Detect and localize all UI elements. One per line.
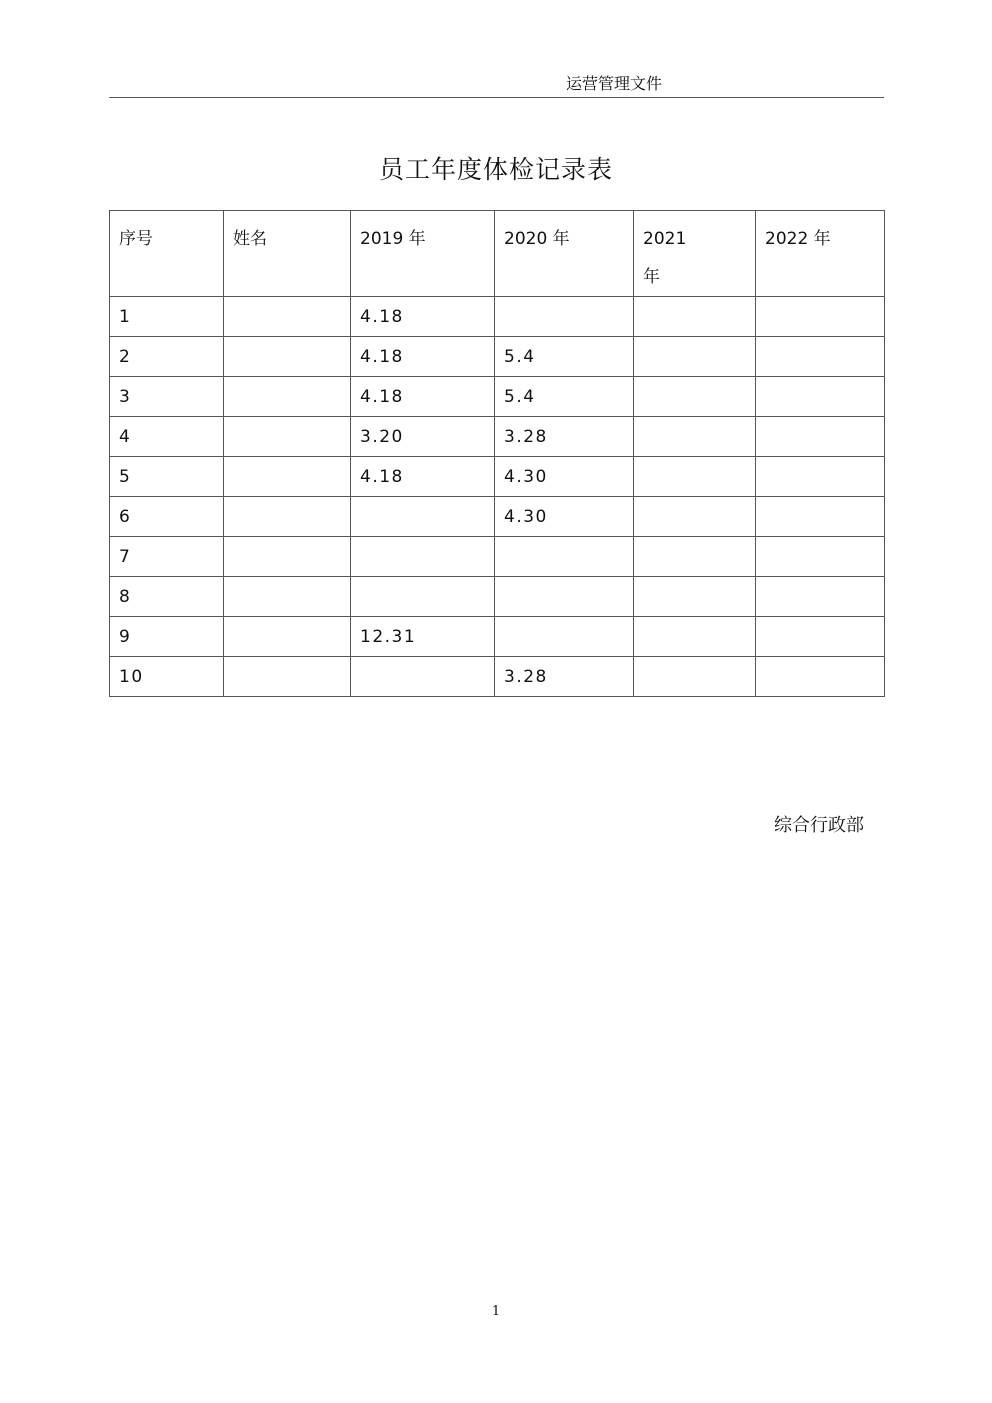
table-cell: [351, 577, 495, 617]
table-cell: 2: [110, 337, 224, 377]
table-row: [110, 457, 885, 497]
table-cell: [756, 297, 885, 337]
table-row: [110, 377, 885, 417]
table-cell: 3.20: [351, 417, 495, 457]
table-row: [110, 577, 885, 617]
table-cell: [756, 617, 885, 657]
table-cell: [224, 617, 351, 657]
table-row: [110, 497, 885, 537]
table-row: [110, 617, 885, 657]
table-cell: [756, 457, 885, 497]
table-cell: [351, 537, 495, 577]
table-cell: 6: [110, 497, 224, 537]
table-cell: [634, 657, 756, 697]
table-cell: [756, 377, 885, 417]
table-cell: [756, 417, 885, 457]
table-cell: [351, 497, 495, 537]
table-cell: [224, 377, 351, 417]
table-cell: 10: [110, 657, 224, 697]
table-cell: [495, 617, 634, 657]
document-header: 运营管理文件: [566, 74, 663, 93]
table-cell: [756, 577, 885, 617]
table-cell: 5: [110, 457, 224, 497]
column-header-serial-number: 序号: [110, 211, 224, 297]
table-cell: 5.4: [495, 377, 634, 417]
document-title: 员工年度体检记录表: [378, 155, 613, 184]
table-cell: 4.18: [351, 457, 495, 497]
table-cell: 3.28: [495, 417, 634, 457]
table-cell: 12.31: [351, 617, 495, 657]
table-cell: [756, 497, 885, 537]
table-header-row: [110, 211, 885, 297]
table-cell: [224, 457, 351, 497]
table-cell: 9: [110, 617, 224, 657]
table-cell: [495, 537, 634, 577]
table-cell: [224, 497, 351, 537]
header-divider: [109, 97, 884, 98]
table-cell: [224, 337, 351, 377]
table-cell: 4.18: [351, 337, 495, 377]
table-cell: 4: [110, 417, 224, 457]
checkup-record-table: [109, 210, 885, 697]
table-cell: [634, 377, 756, 417]
table-row: [110, 297, 885, 337]
table-cell: [756, 337, 885, 377]
table-row: [110, 337, 885, 377]
table-cell: [634, 617, 756, 657]
column-header-2022: 2022 年: [756, 211, 885, 297]
column-header-2021: [634, 211, 756, 297]
table-row: [110, 417, 885, 457]
table-cell: [224, 417, 351, 457]
table-cell: 4.18: [351, 377, 495, 417]
table-cell: [224, 577, 351, 617]
table-cell: [756, 537, 885, 577]
table-cell: [495, 577, 634, 617]
table-cell: [634, 497, 756, 537]
table-cell: [634, 457, 756, 497]
table-cell: [634, 297, 756, 337]
table-cell: [634, 537, 756, 577]
table-cell: 3: [110, 377, 224, 417]
table-cell: 7: [110, 537, 224, 577]
table-body: [110, 297, 885, 697]
table-cell: [634, 577, 756, 617]
table-cell: [351, 657, 495, 697]
table-cell: [634, 417, 756, 457]
department-signature: 综合行政部: [774, 815, 864, 836]
table-row: [110, 657, 885, 697]
table-cell: 8: [110, 577, 224, 617]
table-cell: [495, 297, 634, 337]
table-cell: 1: [110, 297, 224, 337]
column-header-2020: 2020 年: [495, 211, 634, 297]
table-cell: [224, 537, 351, 577]
table-cell: [634, 337, 756, 377]
table-cell: [224, 297, 351, 337]
table-cell: 4.18: [351, 297, 495, 337]
table-cell: [224, 657, 351, 697]
column-header-2021-label: 2021 年: [643, 229, 687, 287]
column-header-2019: 2019 年: [351, 211, 495, 297]
table-cell: 4.30: [495, 457, 634, 497]
table-cell: 4.30: [495, 497, 634, 537]
table-cell: [756, 657, 885, 697]
table-cell: 3.28: [495, 657, 634, 697]
table-row: [110, 537, 885, 577]
table-cell: 5.4: [495, 337, 634, 377]
page-number: 1: [491, 1304, 501, 1319]
table-header: [110, 211, 885, 297]
column-header-name: 姓名: [224, 211, 351, 297]
